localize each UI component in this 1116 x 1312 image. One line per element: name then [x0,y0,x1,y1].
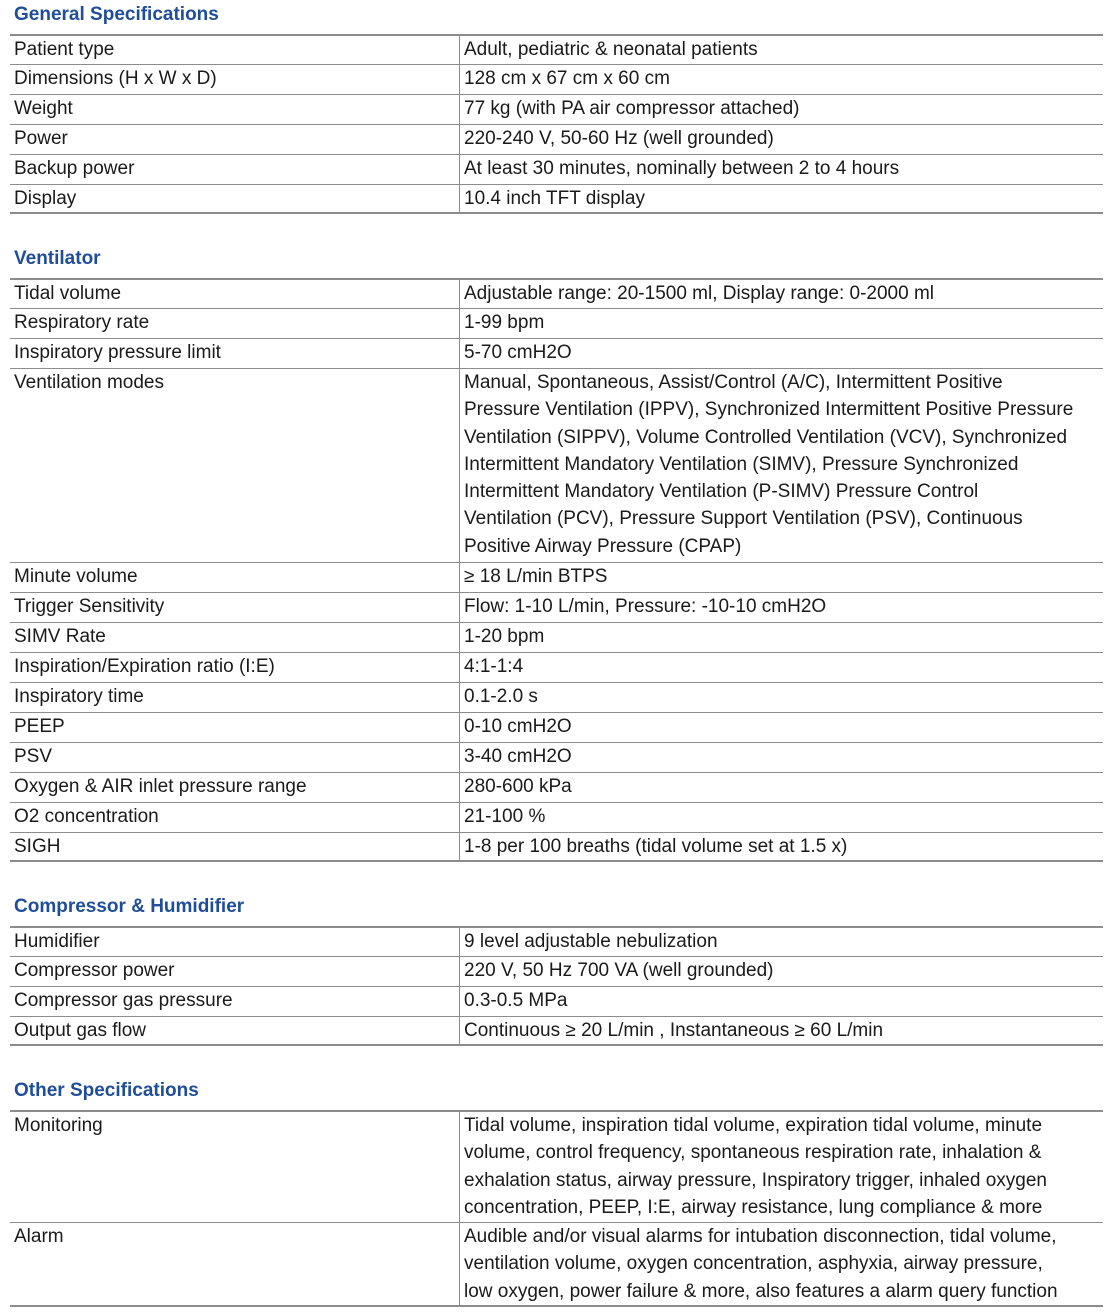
spec-value-line: Manual, Spontaneous, Assist/Control (A/C), Intermittent Positive [464,372,1003,393]
table-row [10,34,1103,64]
spec-label: Ventilation modes [14,372,164,393]
spec-value-line: 10.4 inch TFT display [464,188,645,209]
spec-value [459,957,1099,986]
spec-label: SIMV Rate [14,626,106,647]
table-row [10,652,1103,682]
spec-label: Backup power [14,158,135,179]
spec-value-line: ventilation volume, oxygen concentration, asphyxia, airway pressure, [464,1253,1043,1275]
spec-label: Respiratory rate [14,312,150,333]
spec-value-line: 5-70 cmH2O [464,342,572,363]
table-row [10,712,1103,742]
spec-label: Inspiratory pressure limit [14,342,221,363]
spec-label: Power [14,128,68,149]
spec-value-line: 4:1-1:4 [464,656,524,677]
spec-label: Output gas flow [14,1020,147,1041]
table-row [10,772,1103,802]
spec-label: Tidal volume [14,283,122,304]
spec-value-line: 0.1-2.0 s [464,686,538,707]
table-row [10,338,1103,368]
spec-label: O2 concentration [14,806,159,827]
spec-value-line: Tidal volume, inspiration tidal volume, expiration tidal volume, minute [464,1115,1043,1136]
spec-value-line: Positive Airway Pressure (CPAP) [464,535,742,557]
spec-value-line: 280-600 kPa [464,776,572,797]
spec-label: Compressor power [14,960,175,981]
spec-value-line: Intermittent Mandatory Ventilation (P-SIMV) Pressure Control [464,481,979,503]
spec-value-line: 1-99 bpm [464,312,545,333]
spec-value-line: Audible and/or visual alarms for intubation disconnection, tidal volume, [464,1226,1057,1247]
spec-value [459,95,1099,124]
spec-label: PSV [14,746,53,767]
table-row [10,368,1103,562]
spec-value [459,1112,1099,1222]
spec-value-line: 1-20 bpm [464,626,545,647]
spec-value [459,833,1099,860]
spec-value-line: At least 30 minutes, nominally between 2 to 4 hours [464,158,900,179]
spec-value [459,563,1099,592]
spec-value-line: 220-240 V, 50-60 Hz (well grounded) [464,128,774,149]
table-row [10,592,1103,622]
spec-label: Alarm [14,1226,64,1247]
spec-value-line: 21-100 % [464,806,546,827]
spec-value-line: 128 cm x 67 cm x 60 cm [464,68,670,89]
spec-label: SIGH [14,836,61,857]
spec-value-line: 1-8 per 100 breaths (tidal volume set at 1.5 x) [464,836,848,857]
spec-value [459,369,1099,562]
table-row [10,308,1103,338]
table-row [10,926,1103,956]
table-row [10,562,1103,592]
spec-value [459,1017,1099,1044]
spec-label: Oxygen & AIR inlet pressure range [14,776,307,797]
spec-label: PEEP [14,716,65,737]
spec-value-line: Ventilation (SIPPV), Volume Controlled Ventilation (VCV), Synchronized [464,426,1068,448]
spec-label: Inspiratory time [14,686,144,707]
spec-value [459,36,1099,64]
spec-value-line: low oxygen, power failure & more, also features a alarm query function [464,1280,1058,1302]
spec-value-line: 220 V, 50 Hz 700 VA (well grounded) [464,960,774,981]
spec-label: Monitoring [14,1115,103,1136]
spec-value [459,623,1099,652]
table-row [10,94,1103,124]
spec-value-line: 3-40 cmH2O [464,746,572,767]
spec-value-line: Intermittent Mandatory Ventilation (SIMV), Pressure Synchronized [464,453,1019,475]
spec-value-line: Adjustable range: 20-1500 ml, Display range: 0-2000 ml [464,283,934,304]
spec-label: Inspiration/Expiration ratio (I:E) [14,656,275,677]
spec-value-line: exhalation status, airway pressure, Inspiratory trigger, inhaled oxygen [464,1169,1047,1191]
spec-value [459,987,1099,1016]
spec-value-line: Flow: 1-10 L/min, Pressure: -10-10 cmH2O [464,596,827,617]
spec-value-line: concentration, PEEP, I:E, airway resistance, lung compliance & more [464,1196,1043,1218]
table-row [10,1110,1103,1222]
spec-value-line: Adult, pediatric & neonatal patients [464,39,758,60]
spec-value [459,155,1099,184]
table-row [10,682,1103,712]
spec-value [459,773,1099,802]
spec-label: Compressor gas pressure [14,990,233,1011]
spec-value [459,713,1099,742]
spec-value [459,593,1099,622]
table-row [10,622,1103,652]
spec-value-line: Continuous ≥ 20 L/min , Instantaneous ≥ 60 L/min [464,1020,884,1041]
section-title: Compressor & Humidifier [14,896,245,917]
spec-value-line: 77 kg (with PA air compressor attached) [464,98,800,119]
spec-value-line: Ventilation (PCV), Pressure Support Ventilation (PSV), Continuous [464,508,1023,530]
table-row [10,956,1103,986]
spec-value [459,309,1099,338]
table-row [10,832,1103,862]
table-row [10,802,1103,832]
spec-value [459,683,1099,712]
table-row [10,64,1103,94]
spec-label: Dimensions (H x W x D) [14,68,217,89]
spec-label: Humidifier [14,931,100,952]
spec-value [459,1223,1099,1305]
spec-value [459,928,1099,956]
spec-label: Display [14,188,77,209]
spec-value [459,339,1099,368]
spec-label: Weight [14,98,73,119]
table-row [10,742,1103,772]
table-row [10,986,1103,1016]
table-row [10,124,1103,154]
table-row [10,184,1103,214]
table-row [10,278,1103,308]
spec-value [459,743,1099,772]
spec-value-line: 9 level adjustable nebulization [464,931,718,952]
spec-value [459,803,1099,832]
spec-value-line: 0-10 cmH2O [464,716,572,737]
table-row [10,1016,1103,1046]
section-title: Other Specifications [14,1080,199,1101]
spec-value [459,65,1099,94]
spec-value-line: volume, control frequency, spontaneous respiration rate, inhalation & [464,1142,1042,1164]
spec-value [459,280,1099,308]
spec-value-line: 0.3-0.5 MPa [464,990,568,1011]
section-title: Ventilator [14,248,101,269]
section-title: General Specifications [14,4,219,25]
spec-value-line: ≥ 18 L/min BTPS [464,566,608,587]
spec-value [459,185,1099,212]
spec-value [459,653,1099,682]
spec-label: Patient type [14,39,115,60]
table-row [10,1222,1103,1307]
table-row [10,154,1103,184]
spec-value-line: Pressure Ventilation (IPPV), Synchronized Intermittent Positive Pressure [464,399,1074,421]
spec-label: Trigger Sensitivity [14,596,165,617]
spec-label: Minute volume [14,566,138,587]
spec-value [459,125,1099,154]
